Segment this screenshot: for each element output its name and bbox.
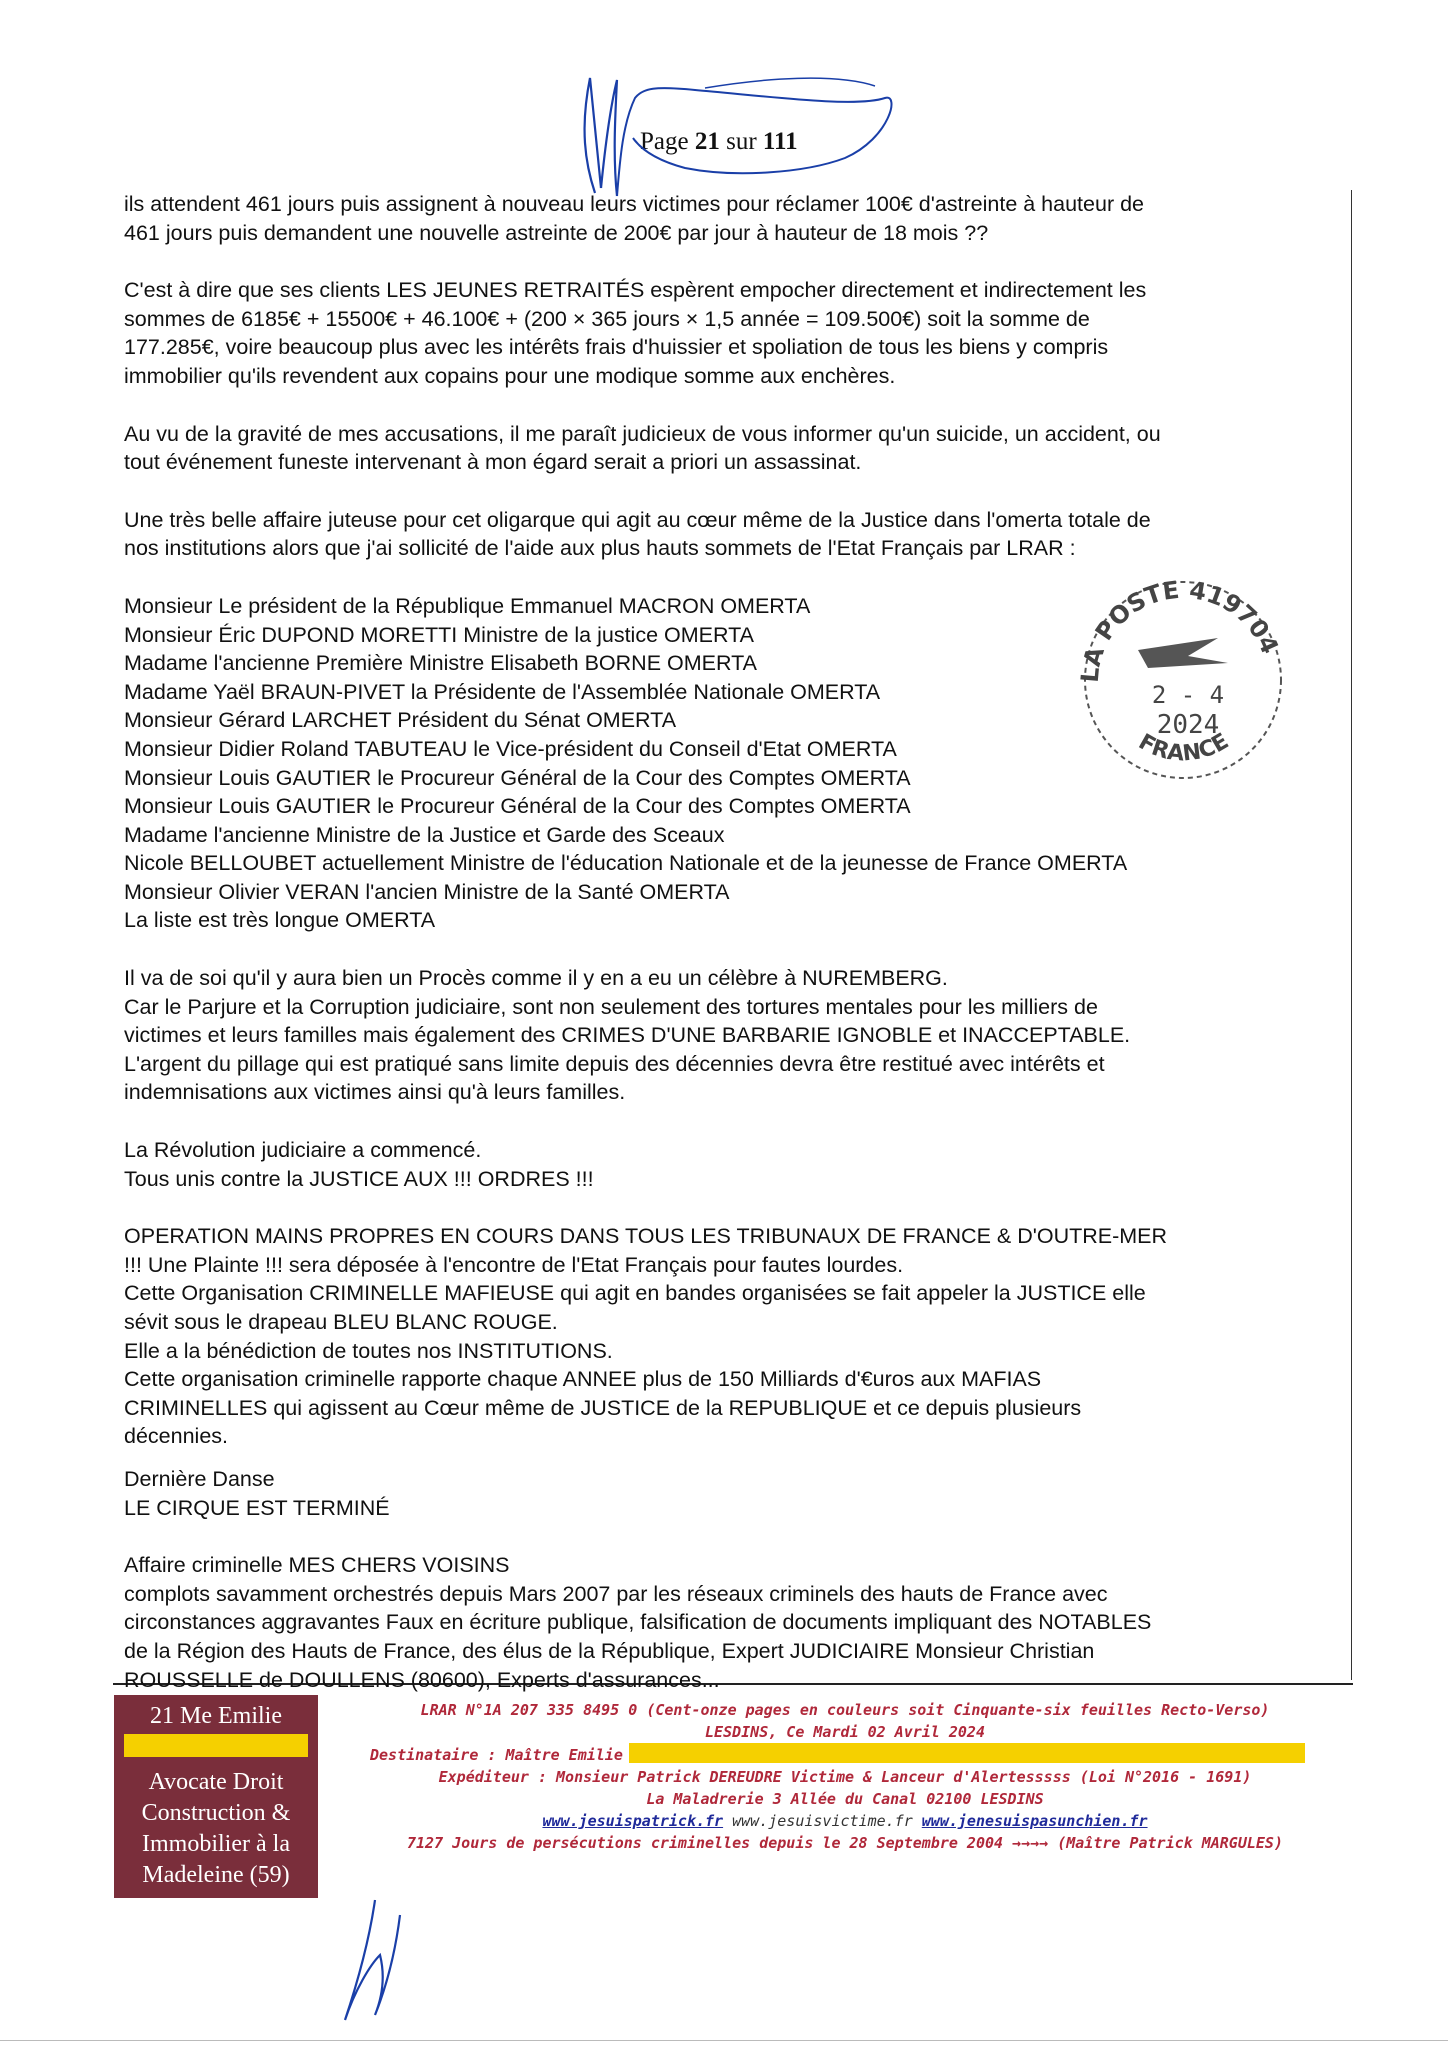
paragraph-affaire bbox=[124, 506, 1346, 563]
footer-lrar: LRAR N°1A 207 335 8495 0 (Cent-onze pages en couleurs soit Cinquante-six feuilles Recto-Verso) bbox=[420, 1701, 1270, 1719]
sidebar-description bbox=[114, 1767, 318, 1891]
stamp-date-line1: 2 - 4 bbox=[1151, 681, 1225, 709]
text-line: Il va de soi qu'il y aura bien un Procès comme il y en a eu un célèbre à NUREMBERG. bbox=[124, 966, 948, 991]
text-line: immobilier qu'ils revendent aux copains pour une modique somme aux enchères. bbox=[124, 363, 896, 388]
text-line: 177.285€, voire beaucoup plus avec les intérêts frais d'huissier et spoliation de tous les biens y compris bbox=[124, 335, 1109, 360]
text-line: La liste est très longue OMERTA bbox=[124, 908, 436, 933]
text-line: Affaire criminelle MES CHERS VOISINS bbox=[124, 1553, 510, 1578]
sidebar-desc-line: Avocate Droit bbox=[148, 1769, 284, 1795]
sidebar-desc-line: Madeleine (59) bbox=[142, 1862, 290, 1888]
text-line: Une très belle affaire juteuse pour cet oligarque qui agit au cœur même de la Justice dans l'omerta totale de bbox=[124, 507, 1151, 532]
text-line: Nicole BELLOUBET actuellement Ministre de l'éducation Nationale et de la jeunesse de France OMERTA bbox=[124, 851, 1128, 876]
paragraph-affaire-voisins bbox=[124, 1551, 1346, 1694]
text-line: tout événement funeste intervenant à mon égard serait a priori un assassinat. bbox=[124, 450, 862, 475]
text-line: ils attendent 461 jours puis assignent à nouveau leurs victimes pour réclamer 100€ d'astreinte à hauteur de bbox=[124, 192, 1144, 216]
paragraph-derniere-danse bbox=[124, 1465, 1346, 1522]
signature-initials-icon bbox=[505, 68, 905, 203]
footer-expediteur: Expéditeur : Monsieur Patrick DEREUDRE Victime & Lanceur d'Alertesssss (Loi N°2016 - 1691) bbox=[438, 1768, 1252, 1786]
text-line: de la Région des Hauts de France, des élus de la République, Expert JUDICIAIRE Monsieur Christian bbox=[124, 1638, 1095, 1663]
text-line: Monsieur Éric DUPOND MORETTI Ministre de la justice OMERTA bbox=[124, 622, 754, 647]
text-line: Cette Organisation CRIMINELLE MAFIEUSE qui agit en bandes organisées se fait appeler la JUSTICE elle bbox=[124, 1281, 1146, 1306]
sidebar-desc-line: Immobilier à la bbox=[142, 1831, 290, 1857]
text-line: OPERATION MAINS PROPRES EN COURS DANS TOUS LES TRIBUNAUX DE FRANCE & D'OUTRE-MER bbox=[124, 1224, 1168, 1249]
text-line: victimes et leurs familles mais également des CRIMES D'UNE BARBARIE IGNOBLE et INACCEPTABLE. bbox=[124, 1023, 1131, 1048]
text-line: sévit sous le drapeau BLEU BLANC ROUGE. bbox=[124, 1310, 558, 1334]
paragraph-retraites bbox=[124, 276, 1346, 390]
footer-destinataire: Destinataire : Maître Emilie bbox=[370, 1746, 623, 1764]
text-line: Madame l'ancienne Première Ministre Elisabeth BORNE OMERTA bbox=[124, 651, 758, 676]
page-current: 21 bbox=[694, 128, 720, 155]
text-line: Monsieur Didier Roland TABUTEAU le Vice-président du Conseil d'Etat OMERTA bbox=[124, 736, 897, 761]
paragraph-astreinte bbox=[124, 190, 1346, 247]
text-line: Madame Yaël BRAUN-PIVET la Présidente de l'Assemblée Nationale OMERTA bbox=[124, 679, 881, 704]
text-line: CRIMINELLES qui agissent au Cœur même de JUSTICE de la REPUBLIQUE et ce depuis plusieurs bbox=[124, 1395, 1082, 1420]
text-line: Au vu de la gravité de mes accusations, il me paraît judicieux de vous informer qu'un suicide, un accident, ou bbox=[124, 421, 1161, 446]
paragraph-revolution bbox=[124, 1136, 1346, 1193]
text-line: nos institutions alors que j'ai sollicité de l'aide aux plus hauts sommets de l'Etat Français par LRAR : bbox=[124, 536, 1076, 561]
text-line: Monsieur Louis GAUTIER le Procureur Général de la Cour des Comptes OMERTA bbox=[124, 794, 911, 819]
redacted-highlight bbox=[124, 1734, 308, 1757]
stamp-date-line2: 2024 bbox=[1156, 710, 1220, 740]
paragraph-operation bbox=[124, 1222, 1346, 1451]
page-bottom-rule bbox=[0, 2040, 1448, 2041]
text-line: Cette organisation criminelle rapporte chaque ANNEE plus de 150 Milliards d'€uros aux MAFIAS bbox=[124, 1367, 1042, 1392]
text-line: Monsieur Louis GAUTIER le Procureur Général de la Cour des Comptes OMERTA bbox=[124, 765, 911, 790]
footer-address: La Maladrerie 3 Allée du Canal 02100 LESDINS bbox=[646, 1790, 1044, 1808]
page-label: Page bbox=[640, 128, 689, 155]
text-line: complots savamment orchestrés depuis Mars 2007 par les réseaux criminels des hauts de France avec bbox=[124, 1581, 1108, 1606]
frame-right-border bbox=[1351, 190, 1352, 1680]
footer-block bbox=[330, 1699, 1360, 1854]
sidebar-name: 21 Me Emilie bbox=[150, 1703, 282, 1729]
bird-logo-icon bbox=[1138, 638, 1228, 668]
text-line: 461 jours puis demandent une nouvelle astreinte de 200€ par jour à hauteur de 18 mois ?? bbox=[124, 220, 989, 245]
sidebar-desc-line: Construction & bbox=[141, 1800, 291, 1826]
text-line: décennies. bbox=[124, 1424, 228, 1449]
footer-place-date: LESDINS, Ce Mardi 02 Avril 2024 bbox=[705, 1723, 985, 1741]
footer-persecutions: 7127 Jours de persécutions criminelles depuis le 28 Septembre 2004 →→→→ (Maître Patrick MARGULES) bbox=[407, 1834, 1283, 1852]
text-line: Car le Parjure et la Corruption judiciaire, sont non seulement des tortures mentales pour les milliers de bbox=[124, 994, 1098, 1019]
paragraph-accusations bbox=[124, 420, 1346, 477]
text-line: circonstances aggravantes Faux en écriture publique, falsification de documents impliquant des NOTABLES bbox=[124, 1610, 1152, 1635]
text-line: Dernière Danse bbox=[124, 1466, 275, 1491]
link-jesuispatrick[interactable]: www.jesuispatrick.fr bbox=[542, 1812, 724, 1830]
text-line: Madame l'ancienne Ministre de la Justice et Garde des Sceaux bbox=[124, 822, 725, 847]
paragraph-proces bbox=[124, 964, 1346, 1107]
letter-body bbox=[124, 190, 1346, 1723]
text-line: L'argent du pillage qui est pratiqué sans limite depuis des décennies devra être restitué avec intérêts et bbox=[124, 1051, 1105, 1076]
text-line: La Révolution judiciaire a commencé. bbox=[124, 1138, 482, 1163]
text-line: Monsieur Le président de la République Emmanuel MACRON OMERTA bbox=[124, 593, 811, 618]
page-total: 111 bbox=[762, 128, 798, 155]
text-line: Monsieur Gérard LARCHET Président du Sénat OMERTA bbox=[124, 708, 677, 733]
stamp-bottom-text: FRANCE bbox=[1134, 728, 1234, 767]
link-jesuisvictime[interactable]: www.jesuisvictime.fr bbox=[732, 1812, 913, 1830]
text-line: sommes de 6185€ + 15500€ + 46.100€ + (200 × 365 jours × 1,5 année = 109.500€) soit la somme de bbox=[124, 306, 1090, 331]
text-line: Elle a la bénédiction de toutes nos INSTITUTIONS. bbox=[124, 1338, 613, 1363]
lawyer-sidebar bbox=[114, 1695, 318, 1898]
text-line: Monsieur Olivier VERAN l'ancien Ministre de la Santé OMERTA bbox=[124, 879, 730, 904]
text-line: !!! Une Plainte !!! sera déposée à l'encontre de l'Etat Français pour fautes lourdes. bbox=[124, 1252, 904, 1277]
postal-stamp bbox=[1068, 568, 1298, 788]
page-of: sur bbox=[726, 128, 757, 155]
signature-bottom-icon bbox=[335, 1895, 410, 2025]
text-line: Tous unis contre la JUSTICE AUX !!! ORDRES !!! bbox=[124, 1166, 594, 1191]
footer-links bbox=[330, 1810, 1360, 1832]
footer-destinataire-line bbox=[330, 1743, 1360, 1766]
stamp-top-text: LA POSTE 419704 bbox=[1075, 575, 1284, 684]
text-line: ROUSSELLE de DOULLENS (80600), Experts d'assurances... bbox=[124, 1667, 720, 1692]
text-line: indemnisations aux victimes ainsi qu'à leurs familles. bbox=[124, 1080, 626, 1105]
text-line: C'est à dire que ses clients LES JEUNES RETRAITÉS espèrent empocher directement et indirectement les bbox=[124, 278, 1147, 303]
text-line: LE CIRQUE EST TERMINÉ bbox=[124, 1495, 390, 1520]
link-jenesuispasunchien[interactable]: www.jenesuispasunchien.fr bbox=[921, 1812, 1148, 1830]
redacted-highlight bbox=[629, 1743, 1305, 1763]
